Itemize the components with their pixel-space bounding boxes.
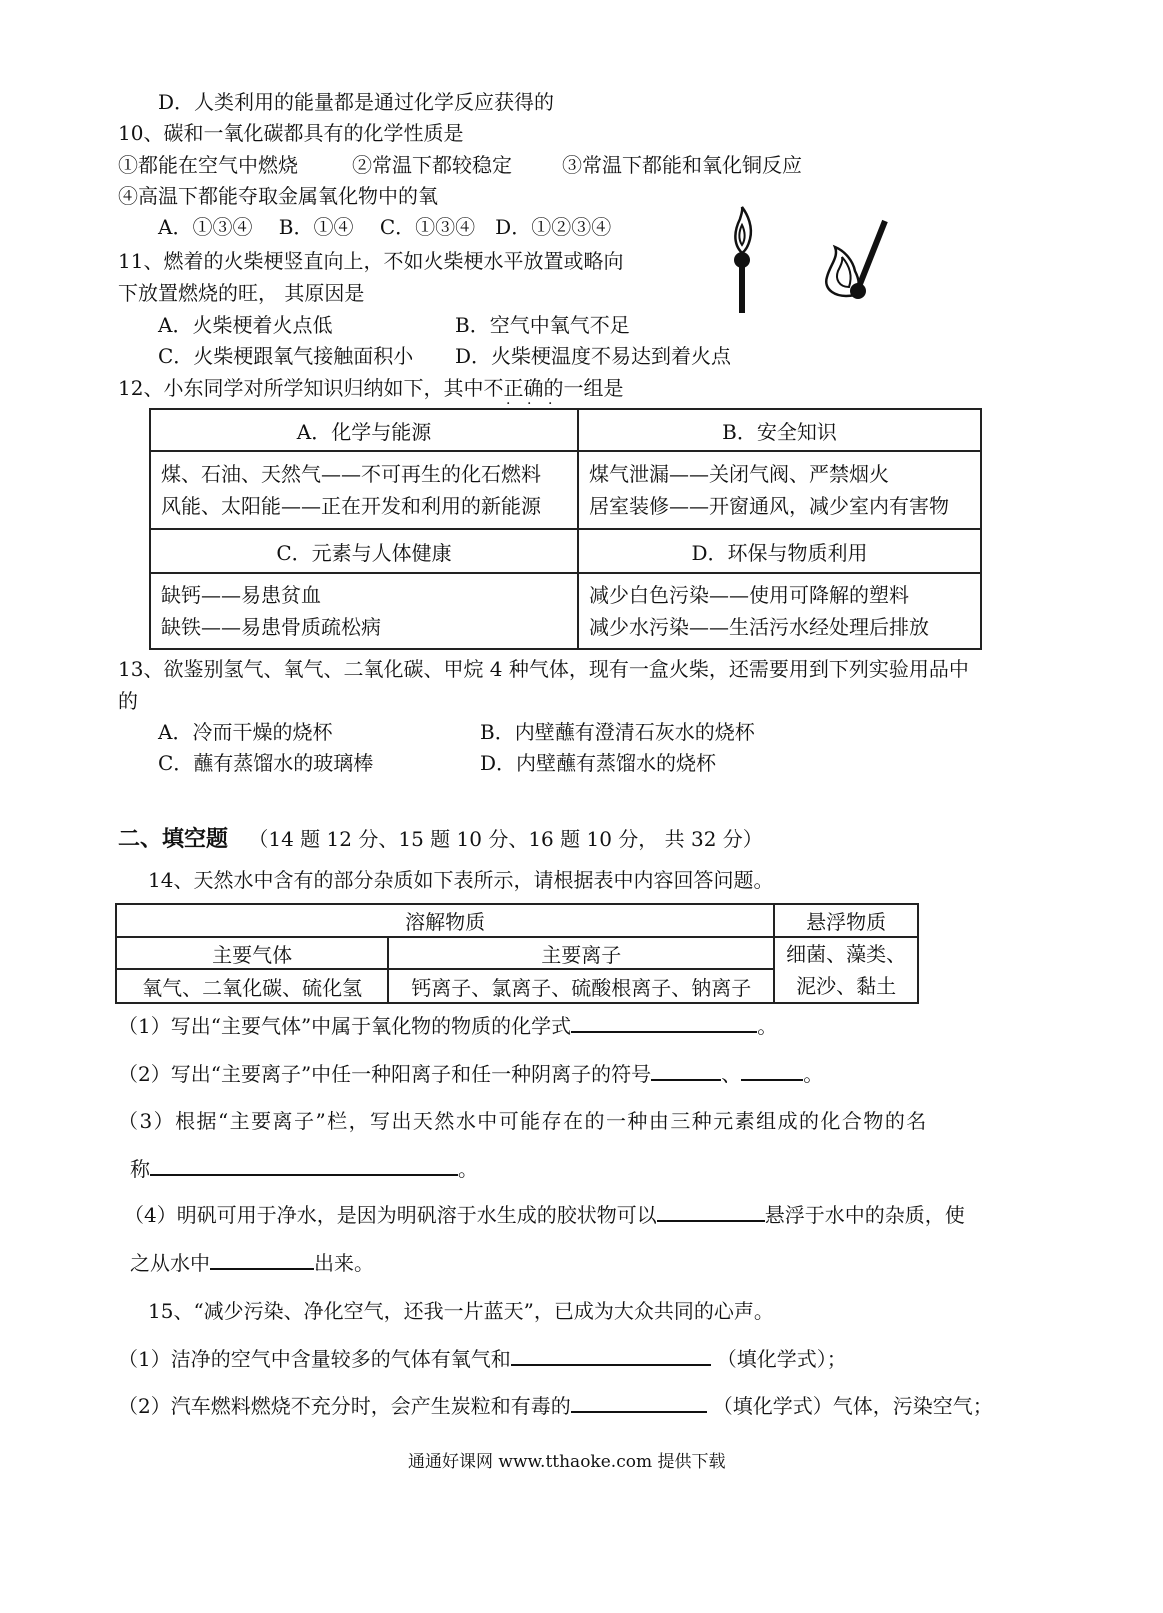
q13-option-a: A．冷而干燥的烧杯 [158, 720, 333, 744]
q14-part3-line2 [130, 1156, 478, 1182]
burning-match-figure [715, 205, 905, 320]
answer-blank[interactable] [511, 1346, 711, 1366]
q14-part2-sep: 、 [721, 1062, 742, 1086]
q10-statement-1: ①都能在空气中燃烧 [118, 153, 298, 177]
q14-cell-gases: 氧气、二氧化碳、硫化氢 [116, 969, 388, 1003]
q15-part2 [118, 1393, 993, 1419]
q11-option-d: D．火柴梗温度不易达到着火点 [455, 344, 732, 368]
q10-statement-2: ②常温下都较稳定 [352, 153, 512, 177]
q14-suspended-line2: 泥沙、黏土 [796, 974, 897, 998]
q13-option-c: C．蘸有蒸馏水的玻璃棒 [158, 751, 374, 775]
q13-stem-line1: 13、欲鉴别氢气、氧气、二氧化碳、甲烷 4 种气体，现有一盒火柴，还需要用到下列实验用品中 [118, 657, 969, 681]
q11-option-b: B．空气中氧气不足 [455, 313, 630, 337]
q14-table [115, 903, 919, 1004]
q15-part1-text: （1）洁净的空气中含量较多的气体有氧气和 [118, 1347, 511, 1371]
q14-part2-end: 。 [803, 1062, 824, 1086]
q14-suspended-line1: 细菌、藻类、 [786, 942, 907, 966]
q14-part4-continued: 悬浮于水中的杂质，使 [764, 1203, 965, 1227]
q12-cell-d [578, 573, 981, 649]
q14-header-gases: 主要气体 [116, 937, 388, 969]
q10-stem: 10、碳和一氧化碳都具有的化学性质是 [118, 121, 464, 145]
q14-part1 [118, 1013, 777, 1039]
q12-cell-a [150, 451, 578, 529]
q12-cell-b [578, 451, 981, 529]
q12-header-d: D．环保与物质利用 [578, 529, 981, 573]
answer-blank[interactable] [150, 1156, 458, 1176]
q15-part2-text: （2）汽车燃料燃烧不充分时，会产生炭粒和有毒的 [118, 1394, 571, 1418]
section-heading [118, 826, 763, 852]
q12-cell-c [150, 573, 578, 649]
q14-cell-ions: 钙离子、氯离子、硫酸根离子、钠离子 [388, 969, 774, 1003]
q15-part1-end: （填化学式）； [716, 1347, 847, 1371]
q12-c-line2: 缺铁——易患骨质疏松病 [161, 615, 381, 639]
q11-option-a: A．火柴梗着火点低 [158, 313, 333, 337]
q12-header-b: B．安全知识 [578, 409, 981, 451]
page-footer: 通通好课网 www.tthaoke.com 提供下载 [408, 1452, 726, 1472]
q12-stem: 12、小东同学对所学知识归纳如下，其中不正确的一组是 [118, 376, 624, 400]
answer-blank[interactable] [571, 1013, 757, 1033]
tilted-match-icon [826, 221, 885, 299]
q12-d-line1: 减少白色污染——使用可降解的塑料 [588, 583, 909, 607]
q10-statement-4: ④高温下都能夺取金属氧化物中的氧 [118, 184, 438, 208]
q12-header-c: C．元素与人体健康 [150, 529, 578, 573]
q11-option-c: C．火柴梗跟氧气接触面积小 [158, 344, 414, 368]
q15-stem: 15、“减少污染、净化空气，还我一片蓝天”，已成为大众共同的心声。 [148, 1299, 774, 1323]
q14-part3-text: 称 [130, 1157, 150, 1181]
q14-stem: 14、天然水中含有的部分杂质如下表所示，请根据表中内容回答问题。 [148, 868, 774, 892]
q14-part1-end: 。 [757, 1014, 778, 1038]
q13-stem-line2: 的 [118, 689, 138, 713]
q12-a-line1: 煤、石油、天然气——不可再生的化石燃料 [161, 462, 541, 486]
q14-header-ions: 主要离子 [388, 937, 774, 969]
section-score-note: （14 题 12 分、15 题 10 分、16 题 10 分， 共 32 分） [248, 827, 763, 851]
q14-part4-line2 [130, 1250, 374, 1276]
q12-d-line2: 减少水污染——生活污水经处理后排放 [588, 615, 929, 639]
q14-part4-end: 出来。 [314, 1251, 374, 1275]
q14-header-dissolved: 溶解物质 [116, 904, 774, 937]
q11-stem-line1: 11、燃着的火柴梗竖直向上，不如火柴梗水平放置或略向 [118, 249, 624, 273]
answer-blank-cation[interactable] [651, 1061, 721, 1081]
q14-header-suspended: 悬浮物质 [774, 904, 918, 937]
answer-blank[interactable] [571, 1393, 707, 1413]
q14-part2 [118, 1061, 823, 1087]
q15-part2-end: （填化学式）气体，污染空气； [712, 1394, 993, 1418]
q9-option-d: D．人类利用的能量都是通过化学反应获得的 [158, 90, 555, 114]
vertical-match-icon [734, 207, 751, 313]
q12-table [149, 408, 982, 650]
emphasis-dot: · [506, 396, 511, 412]
q14-part2-text: （2）写出“主要离子”中任一种阳离子和任一种阴离子的符号 [118, 1062, 652, 1086]
q14-part4-line1 [124, 1202, 965, 1228]
answer-blank[interactable] [210, 1250, 314, 1270]
q14-part3-end: 。 [458, 1157, 478, 1181]
q12-c-line1: 缺钙——易患贫血 [161, 583, 321, 607]
q12-header-a: A．化学与能源 [150, 409, 578, 451]
q14-cell-suspended [774, 937, 918, 1003]
q12-b-line1: 煤气泄漏——关闭气阀、严禁烟火 [588, 462, 889, 486]
answer-blank[interactable] [657, 1202, 765, 1222]
section-title: 二、填空题 [118, 826, 229, 852]
q12-a-line2: 风能、太阳能——正在开发和利用的新能源 [161, 494, 541, 518]
q14-part4-text2: 之从水中 [130, 1251, 210, 1275]
answer-blank-anion[interactable] [741, 1061, 803, 1081]
q13-option-d: D．内壁蘸有蒸馏水的烧杯 [480, 751, 717, 775]
q11-stem-line2: 下放置燃烧的旺， 其原因是 [118, 281, 365, 305]
q12-b-line2: 居室装修——开窗通风，减少室内有害物 [588, 494, 949, 518]
q14-part1-text: （1）写出“主要气体”中属于氧化物的物质的化学式 [118, 1014, 572, 1038]
q10-choices: A．①③④ B．①④ C．①③④ D．①②③④ [158, 215, 612, 239]
q14-part3-line1: （3）根据“主要离子”栏，写出天然水中可能存在的一种由三种元素组成的化合物的名 [118, 1109, 928, 1133]
emphasis-dot: · [527, 396, 532, 412]
q13-option-b: B．内壁蘸有澄清石灰水的烧杯 [480, 720, 755, 744]
emphasis-dot: · [548, 396, 553, 412]
q15-part1 [118, 1346, 847, 1372]
q10-statement-3: ③常温下都能和氧化铜反应 [562, 153, 802, 177]
q14-part4-text: （4）明矾可用于净水，是因为明矾溶于水生成的胶状物可以 [124, 1203, 657, 1227]
